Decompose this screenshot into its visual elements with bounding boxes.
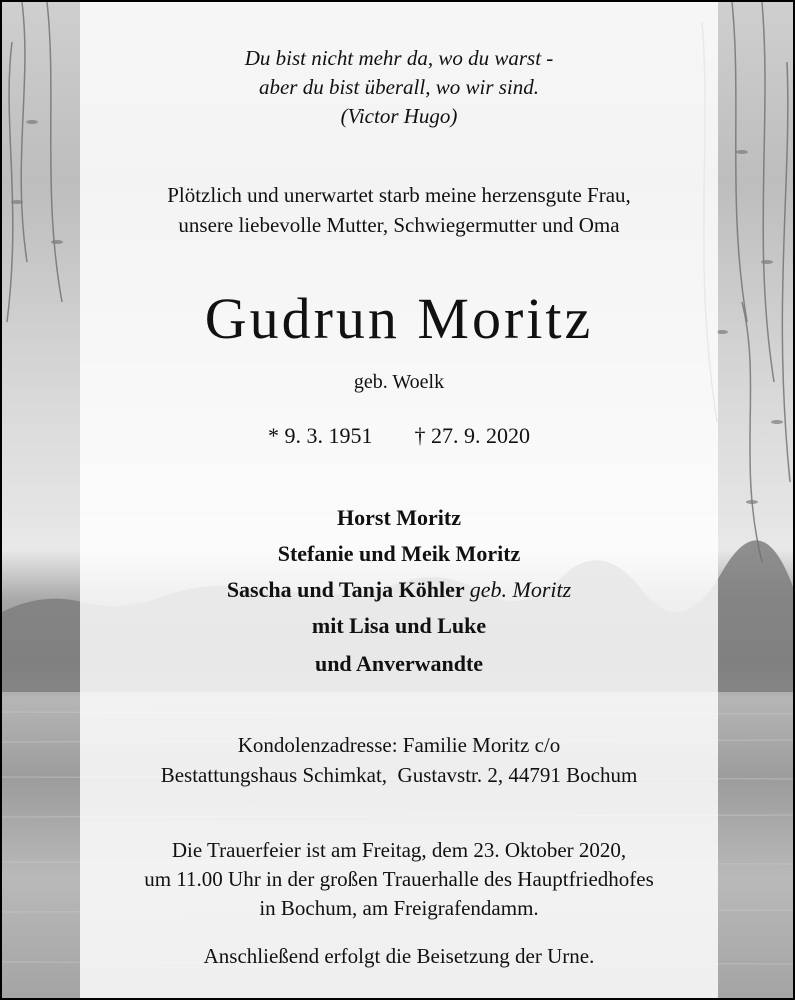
quote xyxy=(80,44,718,131)
mourner-line-with-note xyxy=(80,572,718,608)
intro-line: unsere liebevolle Mutter, Schwiegermutter und Oma xyxy=(178,213,620,237)
condolence-line: Bestattungshaus Schimkat, Gustavstr. 2, 44791 Bochum xyxy=(160,763,638,787)
quote-line: Du bist nicht mehr da, wo du warst - xyxy=(244,46,554,70)
mourner-line: mit Lisa und Luke xyxy=(311,613,487,638)
birth-date: * 9. 3. 1951 xyxy=(268,423,373,448)
intro-text xyxy=(80,180,718,240)
ceremony-line: in Bochum, am Freigrafendamm. xyxy=(259,896,539,920)
death-date: † 27. 9. 2020 xyxy=(414,423,530,448)
mourner-line: und Anverwandte xyxy=(314,651,484,676)
obituary-content xyxy=(80,2,718,998)
mourner-line: Stefanie und Meik Moritz xyxy=(277,541,521,566)
birth-name: geb. Woelk xyxy=(353,371,445,393)
ceremony-line: Die Trauerfeier ist am Freitag, dem 23. Oktober 2020, xyxy=(171,838,627,862)
condolence-line: Kondolenzadresse: Familie Moritz c/o xyxy=(237,733,561,757)
burial-note: Anschließend erfolgt die Beisetzung der Urne. xyxy=(203,944,595,968)
condolence-address xyxy=(80,730,718,790)
mourner-names: Sascha und Tanja Köhler xyxy=(226,577,465,602)
quote-line: aber du bist überall, wo wir sind. xyxy=(258,75,540,99)
maiden-name-note: geb. Moritz xyxy=(469,577,572,602)
life-dates xyxy=(80,421,718,451)
quote-author: (Victor Hugo) xyxy=(340,104,458,128)
ceremony-info xyxy=(80,836,718,923)
deceased-name: Gudrun Moritz xyxy=(204,286,594,351)
mourner-line: Horst Moritz xyxy=(337,505,461,530)
ceremony-line: um 11.00 Uhr in der großen Trauerhalle des Hauptfriedhofes xyxy=(144,867,654,891)
intro-line: Plötzlich und unerwartet starb meine herzensgute Frau, xyxy=(167,183,631,207)
mourners xyxy=(80,500,718,682)
